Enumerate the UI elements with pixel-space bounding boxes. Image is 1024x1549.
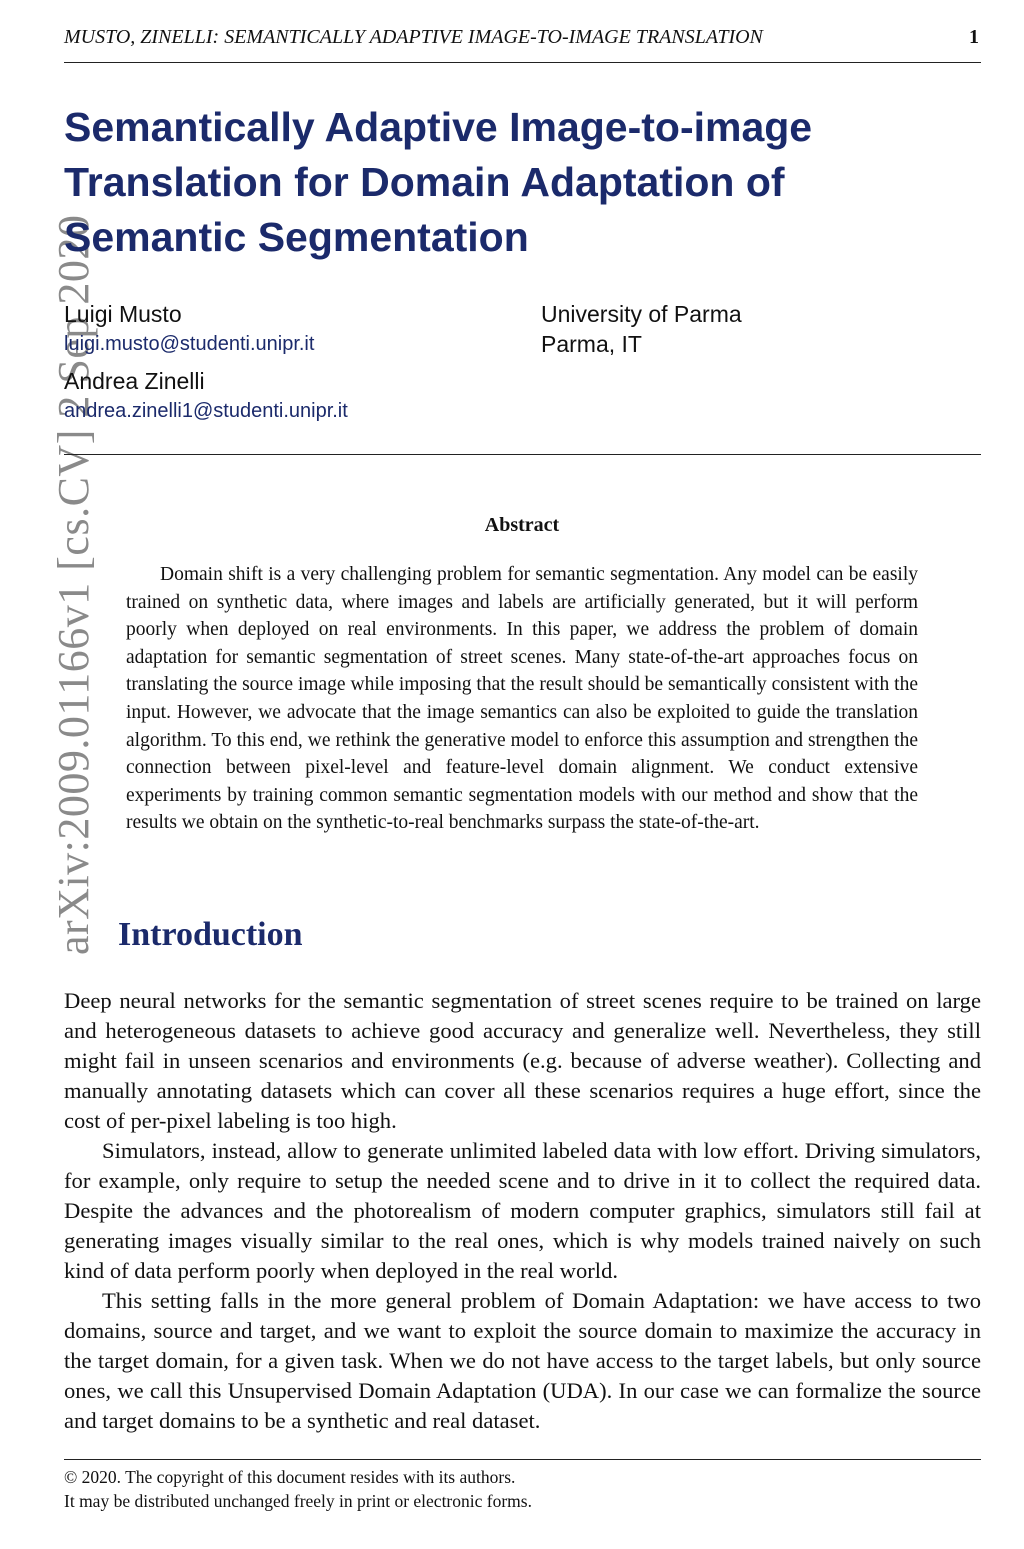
paragraph: Deep neural networks for the semantic segmentation of street scenes require to be trained on large and heterogeneous datasets to achieve good accuracy and generalize well. Nevertheless, they still might fail in unseen scenarios and environments (e.g. because of adverse weather). Collecting and manually annotating datasets which can cover all these scenarios requires a huge effort, since the cost of per-pixel labeling is too high. bbox=[64, 988, 981, 1133]
body-text bbox=[64, 986, 981, 1436]
arxiv-stamp: arXiv:2009.01166v1 [cs.CV] 2 Sep 2020 bbox=[49, 214, 98, 955]
footnote-rule bbox=[64, 1459, 981, 1460]
author-email[interactable]: andrea.zinelli1@studenti.unipr.it bbox=[64, 400, 348, 422]
affiliation-line: University of Parma bbox=[541, 301, 742, 327]
header-rule bbox=[64, 62, 981, 63]
title-line: Translation for Domain Adaptation of bbox=[64, 159, 785, 205]
copyright-footnote bbox=[64, 1465, 532, 1513]
author-block bbox=[64, 299, 348, 426]
author-name: Andrea Zinelli bbox=[64, 368, 205, 394]
running-header bbox=[64, 26, 981, 49]
abstract-text: Domain shift is a very challenging problem for semantic segmentation. Any model can be easily trained on synthetic data, where images and labels are artificially generated, but it will perform poorly when deployed on real environments. In this paper, we address the problem of domain adaptation for semantic segmentation of street scenes. Many state-of-the-art approaches focus on translating the source image while imposing that the result should be semantically consistent with the input. However, we advocate that the image semantics can also be exploited to guide the translation algorithm. To this end, we rethink the generative model to enforce this assumption and strengthen the connection between pixel-level and feature-level domain alignment. We conduct extensive experiments by training common semantic segmentation models with our method and show that the results we obtain on the synthetic-to-real benchmarks surpass the state-of-the-art. bbox=[126, 564, 918, 834]
section-title: Introduction bbox=[118, 916, 303, 953]
title-rule bbox=[64, 454, 981, 455]
affiliation bbox=[541, 299, 742, 359]
page-number: 1 bbox=[969, 26, 979, 48]
paragraph: Simulators, instead, allow to generate unlimited labeled data with low effort. Driving simulators, for example, only require to setup the needed scene and to drive in it to collect the required data. Despite the advances and the photorealism of modern computer graphics, simulators still fail at generating images visually similar to the real ones, which is why models trained naively on such kind of data perform poorly when deployed in the real world. bbox=[64, 1138, 981, 1283]
paragraph: This setting falls in the more general problem of Domain Adaptation: we have access to two domains, source and target, and we want to exploit the source domain to maximize the accuracy in the target domain, for a given task. When we do not have access to the target labels, but only source ones, we call this Unsupervised Domain Adaptation (UDA). In our case we can formalize the source and target domains to be a synthetic and real dataset. bbox=[64, 1288, 981, 1433]
footnote-line: It may be distributed unchanged freely in print or electronic forms. bbox=[64, 1491, 532, 1511]
author-email[interactable]: luigi.musto@studenti.unipr.it bbox=[64, 333, 315, 355]
paper-title bbox=[64, 100, 812, 265]
section-heading bbox=[64, 916, 303, 954]
author-name: Luigi Musto bbox=[64, 301, 182, 327]
title-line: Semantic Segmentation bbox=[64, 214, 529, 260]
running-title: MUSTO, ZINELLI: SEMANTICALLY ADAPTIVE IMAGE-TO-IMAGE TRANSLATION bbox=[64, 26, 763, 48]
title-line: Semantically Adaptive Image-to-image bbox=[64, 104, 813, 150]
abstract-heading: Abstract bbox=[484, 514, 560, 536]
footnote-line: © 2020. The copyright of this document resides with its authors. bbox=[64, 1467, 516, 1487]
affiliation-line: Parma, IT bbox=[541, 331, 642, 357]
